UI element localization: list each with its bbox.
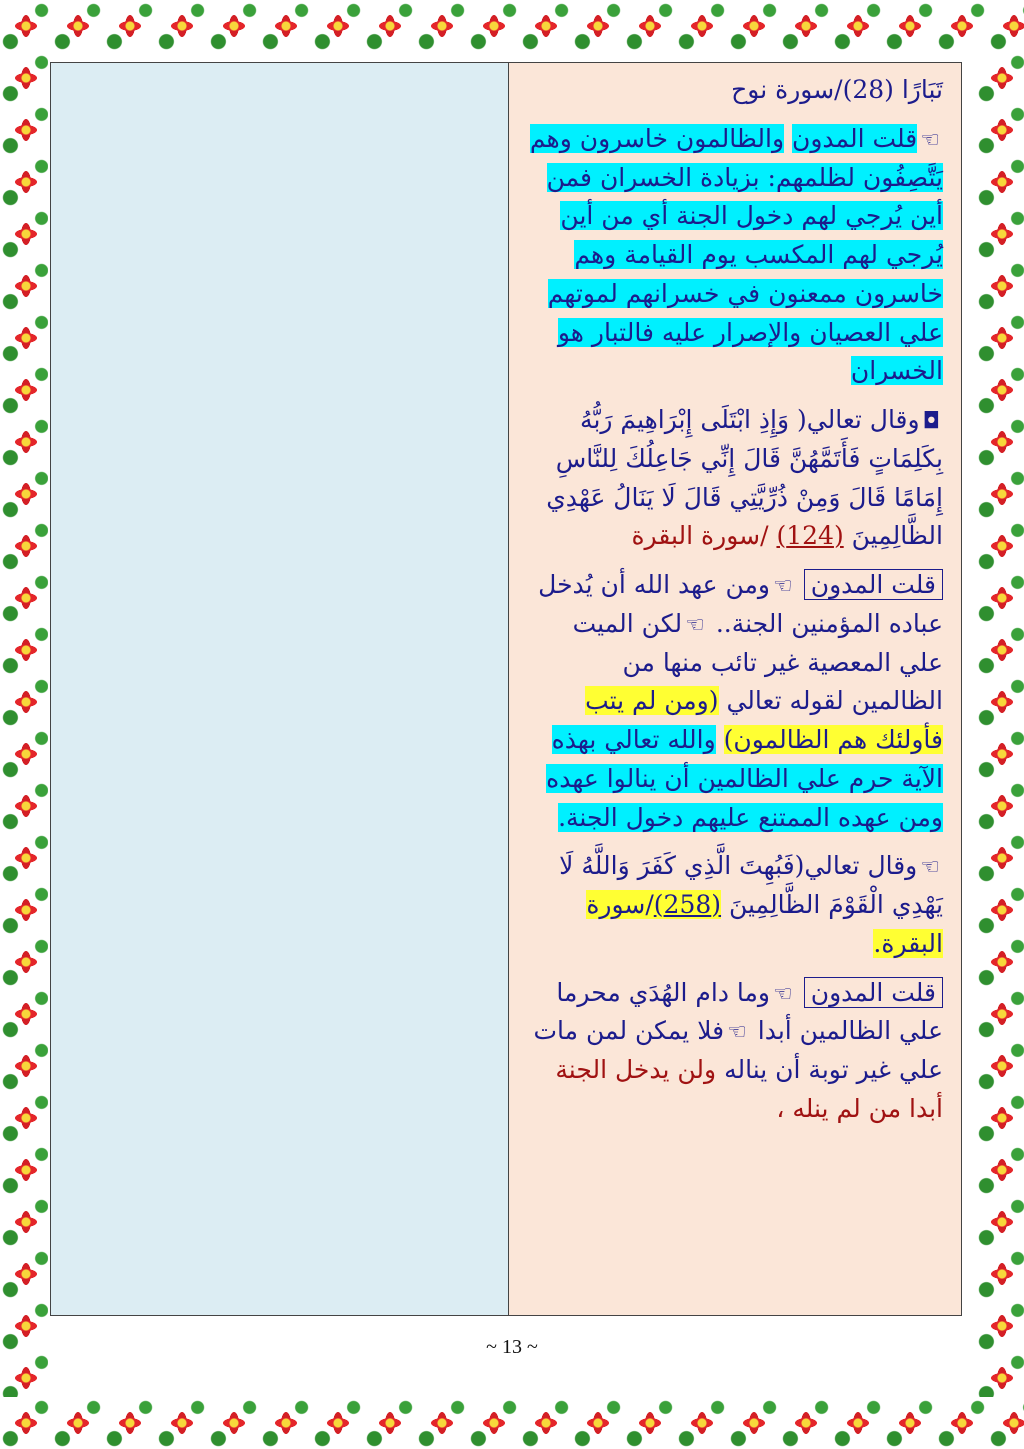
pointing-hand-icon: ☜ — [773, 981, 793, 1007]
para2-body: والظالمون خاسرون وهم يَتَّصِفُون لظلمهم: بزيادة الخسران فمن أين يُرجي لهم دخول الجنة أي من أين يُرجي لهم المكسب يوم القيامة وهم خاسرون ممعنون في خسرانهم لموتهم علي العصيان والإصرار عليه فالتبار هو الخسران — [529, 123, 943, 386]
para5-ref-number: (258) — [653, 890, 722, 919]
para1-text: تَبَارًا (28)/سورة نوح — [731, 75, 943, 104]
para3-text: وقال تعالي( وَإِذِ ابْتَلَى إِبْرَاهِيمَ رَبُّهُ بِكَلِمَاتٍ فَأَتَمَّهُنَّ قَالَ إِنِّي جَاعِلُكَ لِلنَّاسِ إِمَامًا قَالَ وَمِنْ ذُرِّيَّتِي قَالَ لَا يَنَالُ عَهْدِي الظَّالِمِينَ — [546, 405, 943, 551]
para4-boxed-label: قلت المدون — [804, 569, 943, 600]
square-bullet-icon: ◘ — [922, 409, 940, 434]
para4-line2: لكن الميت علي المعصية غير تائب منها من الظالمين لقوله تعالي — [572, 608, 943, 716]
decorative-border-bottom — [0, 1397, 1024, 1449]
paragraph-surah-nuh — [529, 71, 943, 110]
para4-quote: (ومن لم يتب فأولئك هم الظالمون) — [585, 686, 943, 754]
paragraph-verse-124 — [529, 401, 943, 556]
pointing-hand-icon: ☜ — [685, 612, 705, 638]
para3-ref-number: (124) — [776, 521, 844, 551]
paragraph-commentary-1 — [529, 120, 943, 391]
pointing-hand-icon: ☜ — [773, 574, 793, 599]
page-frame — [50, 62, 962, 1316]
pointing-hand-icon: ☜ — [920, 855, 940, 881]
paragraph-commentary-3 — [529, 974, 943, 1129]
para4-line1: ومن عهد الله أن يُدخل عباده المؤمنين الجنة.. — [538, 570, 943, 638]
pointing-hand-icon: ☜ — [727, 1020, 747, 1046]
para6-line3-red: ولن يدخل الجنة أبدا من لم ينله ، — [555, 1055, 943, 1123]
para5-ref-surah: /سورة البقرة. — [586, 890, 943, 958]
text-column — [509, 63, 961, 1315]
paragraph-verse-258 — [529, 847, 943, 963]
decorative-border-top — [0, 0, 1024, 52]
left-blank-column — [51, 63, 509, 1315]
para6-line2: فلا يمكن لمن مات علي غير توبة أن يناله — [533, 1016, 943, 1084]
para6-boxed-label: قلت المدون — [804, 977, 943, 1008]
para2-lead: قلت المدون — [791, 123, 918, 153]
decorative-border-right — [976, 52, 1024, 1397]
pointing-hand-icon: ☜ — [920, 127, 940, 153]
para5-text: وقال تعالي(فَبُهِتَ الَّذِي كَفَرَ وَاللَّهُ لَا يَهْدِي الْقَوْمَ الظَّالِمِينَ — [559, 851, 943, 919]
para3-ref-surah: /سورة البقرة — [631, 521, 769, 551]
para6-line1: وما دام الهُدَي محرما علي الظالمين أبدا — [556, 977, 943, 1046]
para4-line3: والله تعالي بهذه الآية حرم علي الظالمين أن ينالوا عهده ومن عهده الممتنع عليهم دخول الجنة. — [546, 725, 943, 832]
paragraph-commentary-2 — [529, 566, 943, 837]
decorative-border-left — [0, 52, 48, 1397]
page-number: ~ 13 ~ — [486, 1336, 538, 1358]
